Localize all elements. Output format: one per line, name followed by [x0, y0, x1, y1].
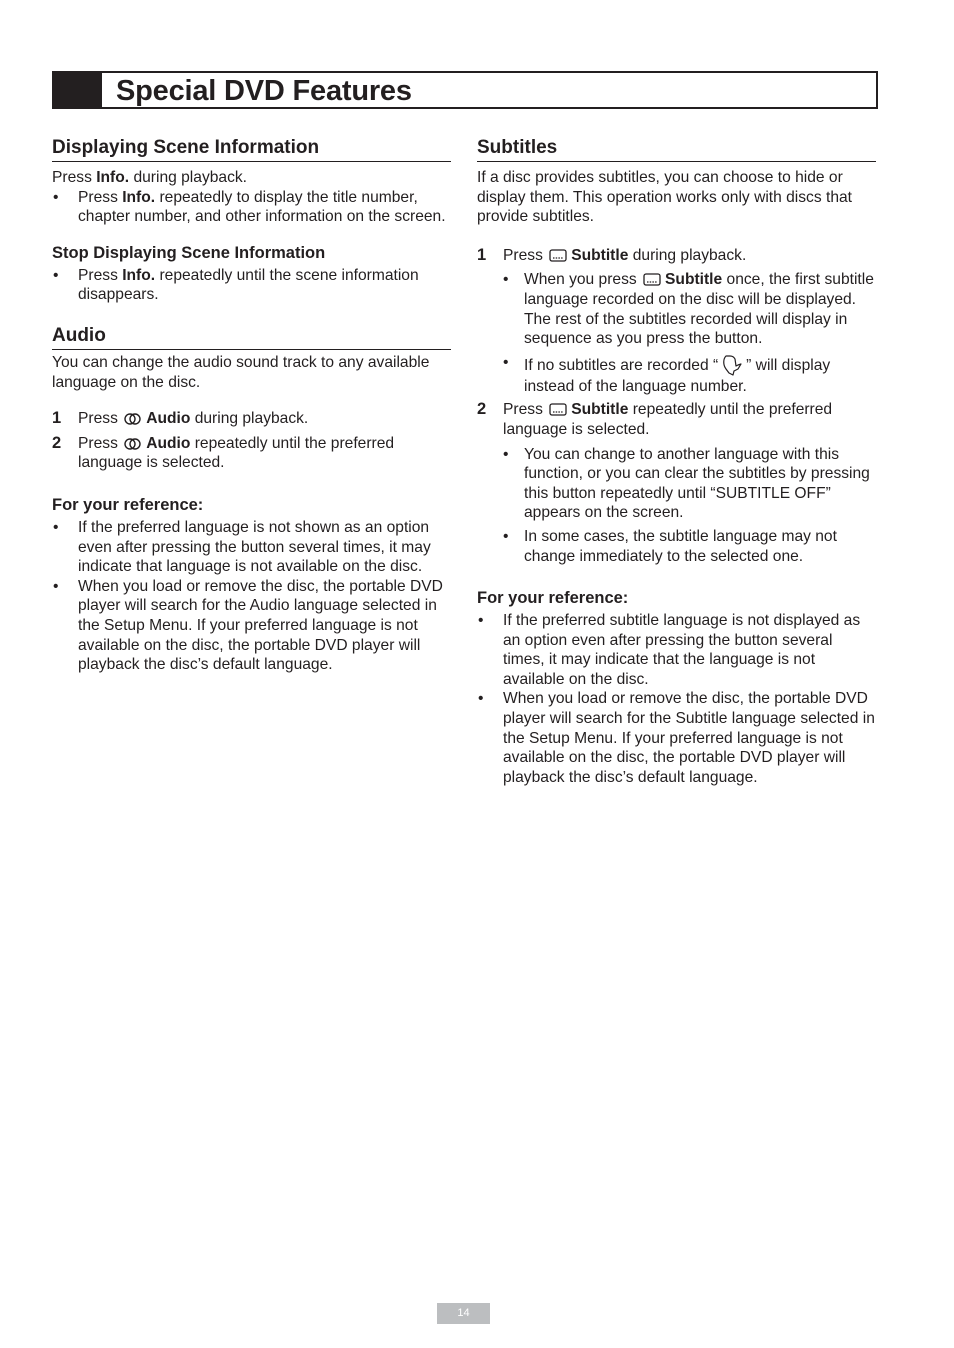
subtitle-step-2: 2 Press Subtitle repeatedly until the preferred language is selected.: [477, 400, 833, 438]
subtitle-step-1-bullet-1: • When you press Subtitle once, the first subtitle language recorded on the disc will be displayed. The rest of the subtitles recorded will display in sequence as you press the button.: [477, 270, 876, 348]
stop-scene-info-bullet: • Press Info. repeatedly until the scene information disappears.: [52, 266, 451, 305]
stop-scene-info-heading: Stop Displaying Scene Information: [52, 243, 326, 262]
audio-icon: [124, 413, 142, 425]
audio-step-2: 2 Press Audio repeatedly until the preferred language is selected.: [52, 433, 395, 472]
subtitle-icon: [549, 249, 567, 262]
audio-heading: Audio: [52, 325, 451, 350]
audio-reference-heading: For your reference:: [52, 495, 204, 514]
subtitle-icon: [643, 273, 661, 286]
audio-intro: You can change the audio sound track to any available language on the disc.: [52, 353, 430, 391]
subtitle-icon: [549, 403, 567, 416]
right-column: [477, 137, 876, 787]
audio-icon: [124, 438, 142, 450]
scene-info-intro: Press Info. during playback.: [52, 169, 248, 186]
page-number: 14: [437, 1303, 490, 1324]
audio-reference-bullet-1: • If the preferred language is not shown as an option even after pressing the button several times, it may indicate that language is not available on the disc.: [52, 518, 451, 577]
scene-info-bullet: • Press Info. repeatedly to display the title number, chapter number, and other information on the screen.: [52, 188, 451, 227]
subtitle-reference-heading: For your reference:: [477, 589, 629, 608]
subtitle-step-2-bullet-2: • In some cases, the subtitle language may not change immediately to the selected one.: [477, 527, 876, 566]
subtitle-step-1: 1 Press Subtitle during playback.: [477, 245, 747, 264]
no-subtitle-hand-icon: [720, 353, 744, 377]
audio-reference-bullet-2: • When you load or remove the disc, the portable DVD player will search for the Audio language selected in the Setup Menu. If your preferred language is not available on the disc, the portable DVD player will playback the disc’s default language.: [52, 577, 451, 675]
subtitle-reference-bullet-1: • If the preferred subtitle language is not displayed as an option even after pressing the button several times, it may indicate that the language is not available on the disc.: [477, 611, 876, 689]
page-title: Special DVD Features: [116, 75, 412, 107]
subtitles-heading: Subtitles: [477, 137, 876, 162]
subtitle-reference-bullet-2: • When you load or remove the disc, the portable DVD player will search for the Subtitle language selected in the Setup Menu. If your preferred language is not available on the disc, the portable DVD player will playback the disc’s default language.: [477, 689, 876, 787]
scene-info-heading: Displaying Scene Information: [52, 137, 451, 162]
subtitle-step-2-bullet-1: • You can change to another language with this function, or you can clear the subtitles by pressing this button repeatedly until “SUBTITLE OFF” appears on the screen.: [477, 445, 876, 523]
left-column: [52, 137, 451, 675]
audio-step-1: 1 Press Audio during playback.: [52, 409, 309, 428]
page-title-bar: [52, 71, 878, 109]
subtitle-step-1-bullet-2: • If no subtitles are recorded “ ” will display instead of the language number.: [477, 353, 876, 397]
subtitles-intro: If a disc provides subtitles, you can choose to hide or display them. This operation works only with discs that provide subtitles.: [477, 169, 852, 226]
title-block-decoration: [54, 73, 102, 107]
